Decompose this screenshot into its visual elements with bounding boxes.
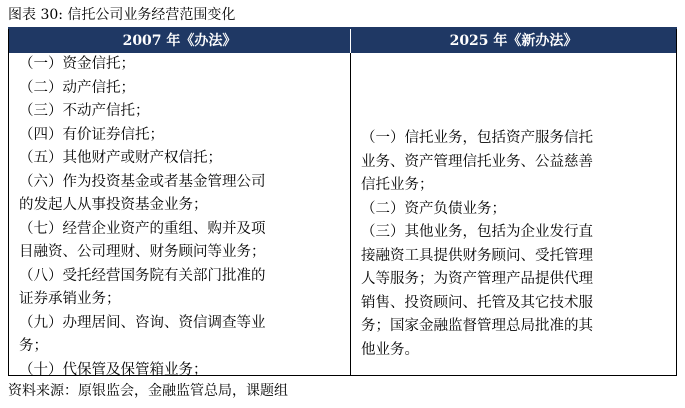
left-cell-line: （四）有价证券信托； bbox=[19, 126, 164, 143]
comparison-table bbox=[8, 29, 677, 376]
header-2007: 2007 年《办法》 bbox=[9, 29, 351, 53]
left-cell-line: （九）办理居间、咨询、资信调查等业 bbox=[19, 314, 266, 331]
source-note: 资料来源：原银监会，金融监管总局，课题组 bbox=[8, 383, 288, 399]
left-cell-line: 目融资、公司理财、财务顾问等业务； bbox=[19, 244, 266, 260]
right-cell-line: 务；国家金融监督管理总局批准的其 bbox=[361, 318, 593, 334]
left-cell-line: （十）代保管及保管箱业务； bbox=[19, 361, 208, 378]
right-cell-line: 接融资工具提供财务顾问、受托管理 bbox=[361, 247, 593, 264]
header-2025: 2025 年《新办法》 bbox=[449, 33, 578, 49]
right-cell-line: 信托业务； bbox=[361, 177, 434, 193]
left-cell-line: 务； bbox=[19, 338, 48, 354]
column-divider bbox=[350, 53, 351, 375]
left-cell-line: （一）资金信托； bbox=[19, 56, 135, 72]
column-2025-content bbox=[361, 127, 671, 362]
right-cell-line: 销售、投资顾问、托管及其它技术服 bbox=[361, 294, 593, 311]
left-cell-line: （六）作为投资基金或者基金管理公司 bbox=[19, 173, 266, 190]
left-cell-line: （七）经营企业资产的重组、购并及项 bbox=[19, 220, 266, 237]
right-cell-line: 业务、资产管理信托业务、公益慈善 bbox=[361, 153, 593, 170]
right-cell-line: （二）资产负债业务； bbox=[361, 200, 506, 217]
left-cell-line: （八）受托经营国务院有关部门批准的 bbox=[19, 267, 266, 284]
column-2007-content bbox=[19, 53, 345, 382]
left-cell-line: （五）其他财产或财产权信托； bbox=[19, 150, 222, 166]
right-cell-line: 人等服务；为资产管理产品提供代理 bbox=[361, 271, 593, 287]
left-cell-line: 的发起人从事投资基金业务； bbox=[19, 197, 208, 213]
figure-title: 图表 30: 信托公司业务经营范围变化 bbox=[8, 7, 236, 23]
left-cell-line: （二）动产信托； bbox=[19, 79, 135, 96]
right-cell-line: （三）其他业务，包括为企业发行直 bbox=[361, 224, 593, 240]
table-header bbox=[9, 29, 676, 53]
right-cell-line: （一）信托业务，包括资产服务信托 bbox=[361, 130, 593, 146]
left-cell-line: 证券承销业务； bbox=[19, 291, 121, 307]
left-cell-line: （三）不动产信托； bbox=[19, 103, 150, 119]
right-cell-line: 他业务。 bbox=[361, 341, 419, 358]
